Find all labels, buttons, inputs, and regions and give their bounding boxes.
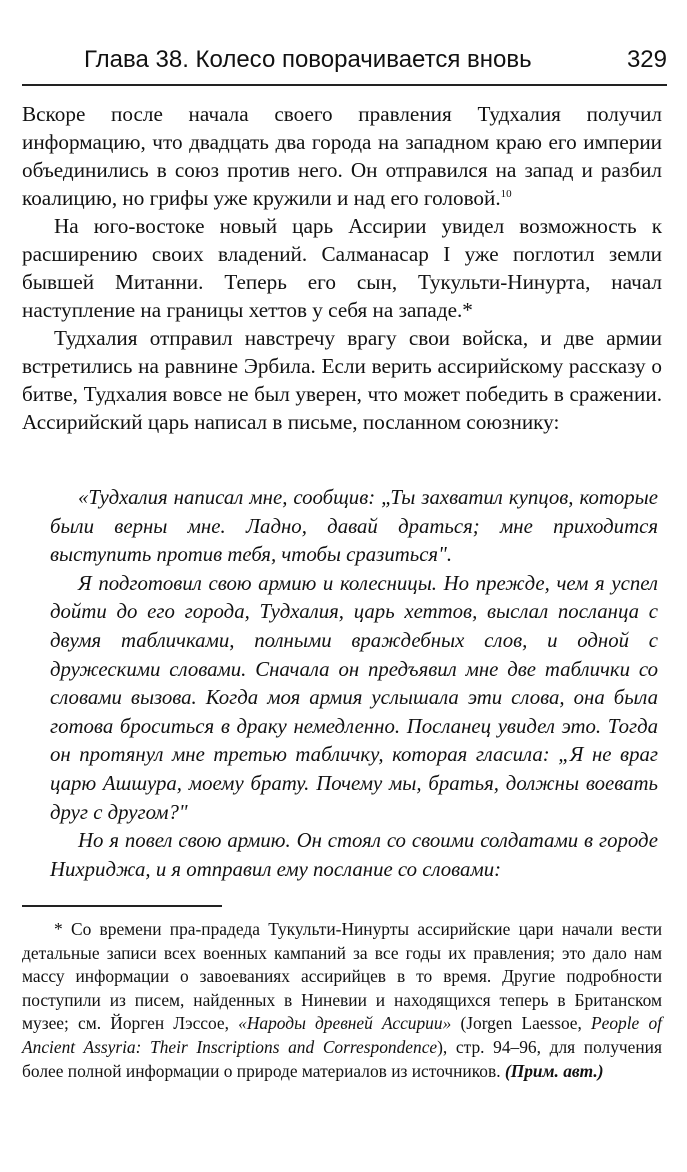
quote-paragraph-3: Но я повел свою армию. Он стоял со своими солдатами в городе Нихриджа, и я отправил ему послание со словами: (50, 829, 658, 881)
block-quote (50, 484, 658, 884)
main-text (22, 100, 662, 436)
footnote-separator (22, 905, 222, 907)
paragraph-1-text: Вскоре после начала своего правления Тудхалия получил информацию, что двадцать два города на западном краю его империи объединились в союз против него. Он отправился на запад и разбил коалицию, но грифы уже кружили и над его головой. (22, 102, 662, 210)
footnote-text-2: (Jorgen Laessoe, (451, 1013, 591, 1034)
quote-paragraph-1: «Тудхалия написал мне, сообщив: „Ты захватил купцов, которые были верны мне. Ладно, давай драться; мне приходится выступить против тебя, чтобы сразиться". (50, 486, 658, 567)
footnote-text-1: * Со времени пра-прадеда Тукульти-Нинурты ассирийские цари начали вести детальные записи всех военных кампаний за все годы их правления; это дало нам массу информации о завоеваниях ассирийцев в то время. Другие подробности поступили из писем, найденных в Ниневии и находящихся теперь в Британском музее; см. Йорген Лэссое, (22, 919, 662, 1034)
quote-paragraph-2: Я подготовил свою армию и колесницы. Но прежде, чем я успел дойти до его города, Тудхалия, царь хеттов, выслал посланца с двумя табличками, полными враждебных слов, и одной с дружескими словами. Сначала он предъявил мне две таблички со словами вызова. Когда моя армия услышала эти слова, она была готова броситься в драку немедленно. Посланец увидел это. Тогда он протянул мне третью табличку, которая гласила: „Я не враг царю Ашшура, моему брату. Почему мы, братья, должны воевать друг с другом?" (50, 571, 658, 824)
chapter-title: Глава 38. Колесо поворачивается вновь (84, 46, 532, 73)
page-number: 329 (626, 46, 667, 73)
footnote-book-en: People of Ancient Assyria: Their Inscriptions and Correspondence (22, 1013, 662, 1057)
paragraph-1 (22, 100, 662, 212)
running-head (22, 40, 667, 86)
paragraph-2: На юго-востоке новый царь Ассирии увидел возможность к расширению своих владений. Салманасар I уже поглотил земли бывшей Митанни. Теперь его сын, Тукульти-Нинурта, начал наступление на границы хеттов у себя на западе.* (22, 214, 662, 322)
footnote (22, 918, 662, 1083)
paragraph-3: Тудхалия отправил навстречу врагу свои войска, и две армии встретились на равнине Эрбила. Если верить ассирийскому рассказу о битве, Тудхалия вовсе не был уверен, что может победить в сражении. Ассирийский царь написал в письме, посланном союзнику: (22, 326, 662, 434)
footnote-book-ru: «Народы древней Ассирии» (238, 1013, 452, 1034)
endnote-ref: 10 (500, 187, 512, 200)
footnote-author-note: (Прим. авт.) (504, 1060, 604, 1081)
footnote-text-3: ), стр. 94–96, для получения более полной информации о природе материалов из источников. (22, 1036, 662, 1081)
